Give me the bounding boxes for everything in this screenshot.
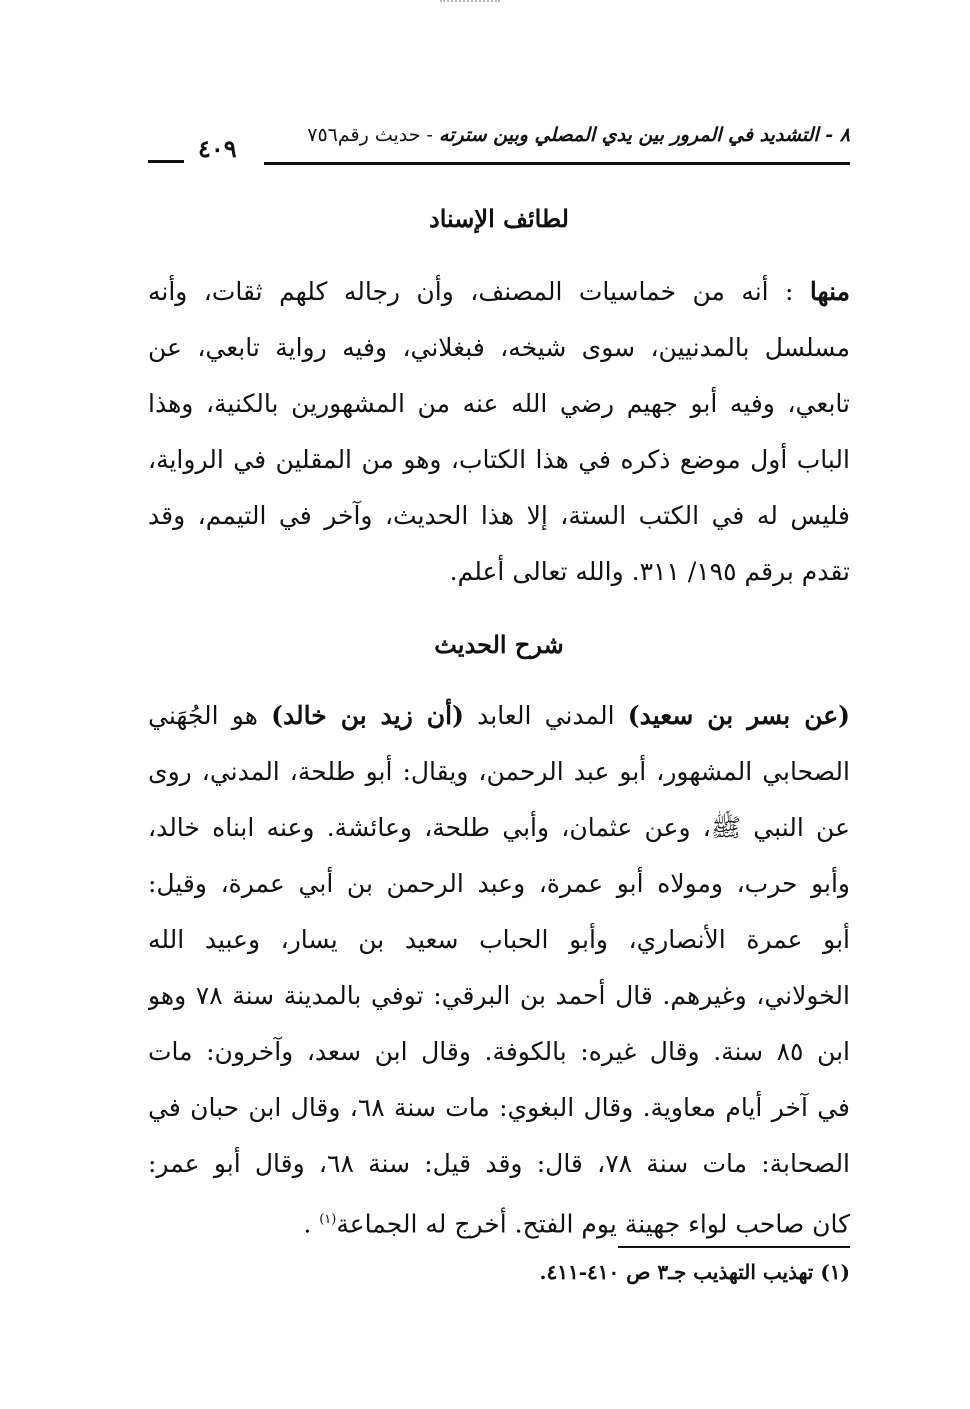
line-text: المدني العابد xyxy=(463,701,628,730)
line-text: كان صاحب لواء جهينة يوم الفتح. أخرج له الجماعة xyxy=(336,1209,850,1239)
line-text: : أنه من خماسيات المصنف، وأن رجاله كلهم ثقات، وأنه xyxy=(148,277,810,306)
text-line: في آخر أيام معاوية. وقال البغوي: مات سنة ٦٨، وقال ابن حبان في xyxy=(148,1093,850,1122)
header-title xyxy=(307,124,850,146)
line-text: . xyxy=(303,1209,320,1239)
text-line: فليس له في الكتب الستة، إلا هذا الحديث، وآخر في التيمم، وقد xyxy=(148,501,850,530)
text-line: وأبو حرب، ومولاه أبو عمرة، وعبد الرحمن بن أبي عمرة، وقيل: xyxy=(148,869,850,898)
text-line: الباب أول موضع ذكره في هذا الكتاب، وهو من المقلين في الرواية، xyxy=(148,445,850,474)
quoted-narrator: (أن زيد بن خالد) xyxy=(271,701,464,730)
header-hadith-ref: - حديث رقم٧٥٦ xyxy=(307,124,433,146)
running-header xyxy=(148,120,850,168)
scan-artifact xyxy=(440,0,500,8)
section-heading-sharh: شرح الحديث xyxy=(434,630,564,659)
text-line: مسلسل بالمدنيين، سوى شيخه، فبغلاني، وفيه رواية تابعي، عن xyxy=(148,333,850,362)
page-number: ٤٠٩ xyxy=(198,134,237,163)
text-line: ابن ٨٥ سنة. وقال غيره: بالكوفة. وقال ابن سعد، وآخرون: مات xyxy=(148,1037,850,1066)
quoted-narrator: (عن بسر بن سعيد) xyxy=(627,701,850,730)
text-line: الصحابي المشهور، أبو عبد الرحمن، ويقال: أبو طلحة، المدني، روى xyxy=(148,757,850,786)
text-line: الخولاني، وغيرهم. قال أحمد بن البرقي: توفي بالمدينة سنة ٧٨ وهو xyxy=(148,981,850,1010)
text-line: تقدم برقم ١٩٥/ ٣١١. والله تعالى أعلم. xyxy=(449,557,850,586)
text-line: أبو عمرة الأنصاري، وأبو الحباب سعيد بن يسار، وعبيد الله xyxy=(148,925,850,954)
page-number-dash xyxy=(148,160,184,163)
header-chapter: ٨ - التشديد في المرور بين يدي المصلي وبين سترته xyxy=(439,124,850,146)
line-text: هو الجُهَني xyxy=(148,701,272,730)
header-rule xyxy=(264,162,850,165)
footnote-rule xyxy=(618,1246,850,1248)
sharh-paragraph xyxy=(148,688,850,1248)
text-line xyxy=(148,688,850,744)
lead-word: منها xyxy=(809,277,850,306)
text-line: الصحابة: مات سنة ٧٨، قال: وقد قيل: سنة ٦٨، وقال أبو عمر: xyxy=(148,1149,850,1178)
section-heading-isnad: لطائف الإسناد xyxy=(429,204,569,233)
text-line xyxy=(148,264,850,320)
text-line xyxy=(148,1192,850,1248)
text-line: تابعي، وفيه أبو جهيم رضي الله عنه من المشهورين بالكنية، وهذا xyxy=(148,389,850,418)
footnote-marker: (١) xyxy=(319,1212,337,1227)
isnad-paragraph xyxy=(148,264,850,600)
text-line: عن النبي ﷺ، وعن عثمان، وأبي طلحة، وعائشة. وعنه ابناه خالد، xyxy=(148,813,850,842)
footnote: (١) تهذيب التهذيب جـ٣ ص ٤١٠-٤١١. xyxy=(539,1260,850,1284)
